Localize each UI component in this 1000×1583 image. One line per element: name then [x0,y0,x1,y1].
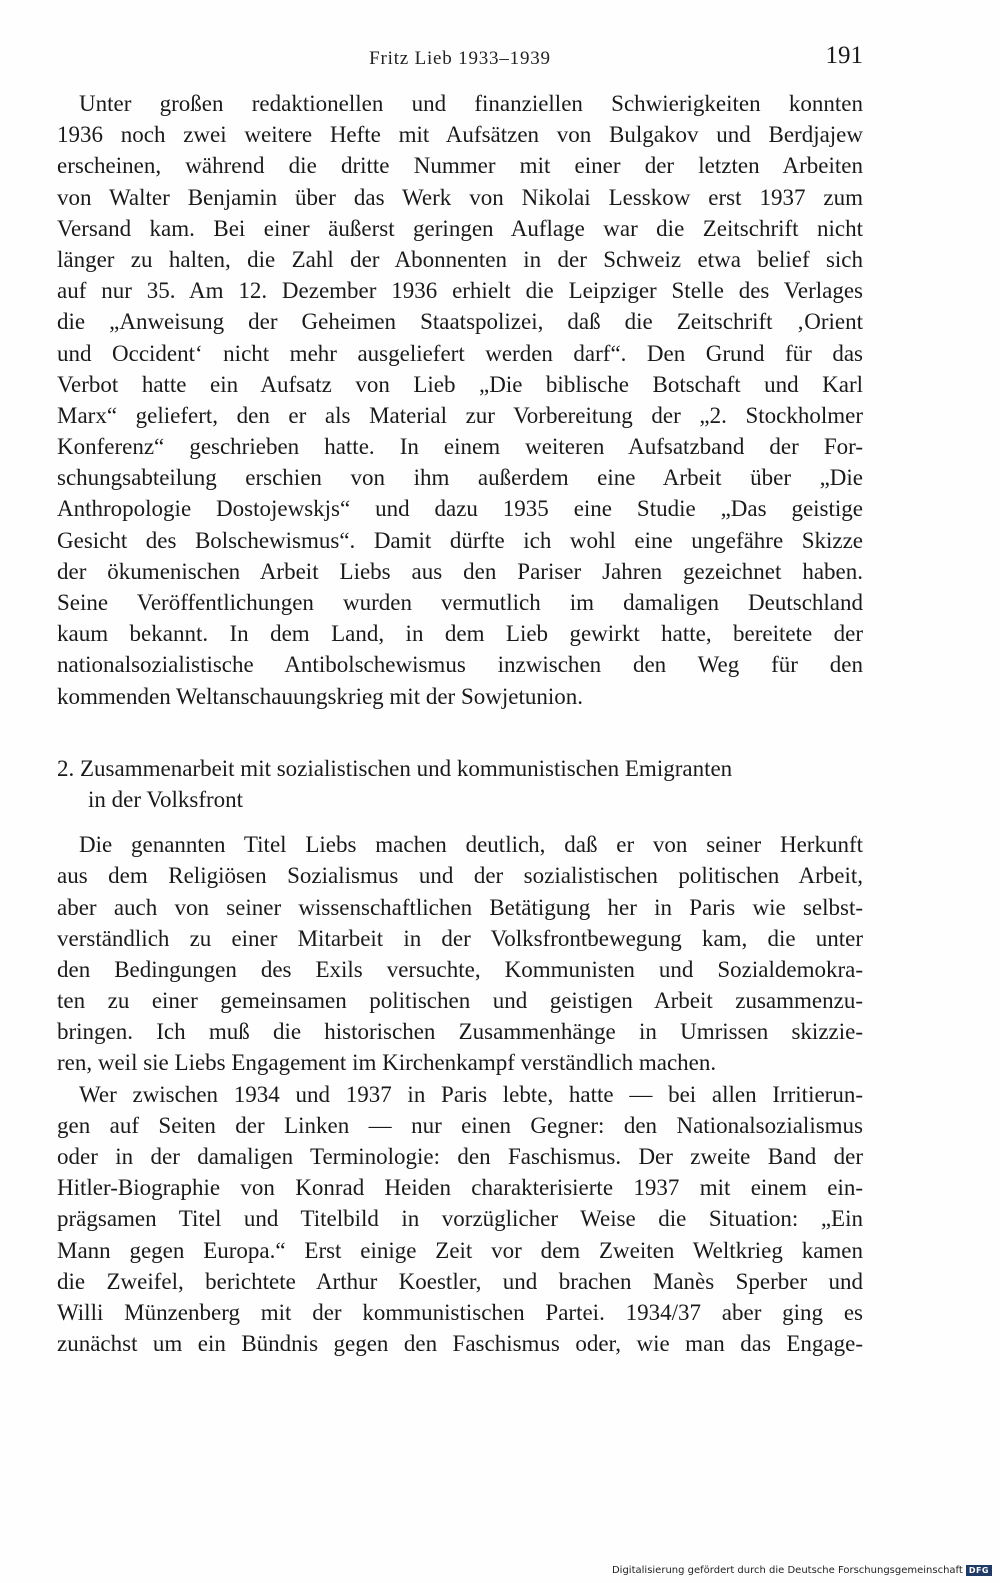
text-line: kaum bekannt. In dem Land, in dem Lieb gewirkt hatte, bereitete der [57,621,863,647]
section-spacer [57,712,863,753]
paragraph-1 [57,88,863,712]
text-line: prägsamen Titel und Titelbild in vorzüglicher Weise die Situation: „Ein [57,1206,863,1232]
heading-line: 2. Zusammenarbeit mit sozialistischen und kommunistischen Emigranten [57,755,733,781]
text-line: Versand kam. Bei einer äußerst geringen Auflage war die Zeitschrift nicht [57,215,863,241]
text-line: ren, weil sie Liebs Engagement im Kirchenkampf verständlich machen. [57,1050,717,1076]
text-line: zunächst um ein Bündnis gegen den Faschismus oder, wie man das Engage- [57,1331,863,1357]
dfg-logo-icon: DFG [966,1565,992,1576]
text-line: die „Anweisung der Geheimen Staatspolizei, daß die Zeitschrift ‚Orient [57,309,863,335]
text-line: erscheinen, während die dritte Nummer mit einer der letzten Arbeiten [57,153,863,179]
text-line: gen auf Seiten der Linken — nur einen Gegner: den Nationalsozialismus [57,1112,863,1138]
credit-text: Digitalisierung gefördert durch die Deutsche Forschungsgemeinschaft [611,1564,963,1576]
text-line: länger zu halten, die Zahl der Abonnenten in der Schweiz etwa belief sich [57,246,863,272]
heading-line: in der Volksfront [88,786,244,812]
text-line: Seine Veröffentlichungen wurden vermutlich im damaligen Deutschland [57,590,863,615]
text-line: Willi Münzenberg mit der kommunistischen Partei. 1934/37 aber ging es [57,1299,863,1325]
section-heading [57,753,863,815]
text-line: den Bedingungen des Exils versuchte, Kommunisten und Sozialdemokra- [57,956,863,982]
running-title: Fritz Lieb 1933–1939 [369,48,551,69]
text-line: schungsabteilung erschien von ihm außerdem eine Arbeit über „Die [57,465,863,491]
digitization-credit [612,1563,992,1577]
text-line: von Walter Benjamin über das Werk von Nikolai Lesskow erst 1937 zum [57,184,863,210]
text-line: und Occident‘ nicht mehr ausgeliefert werden darf“. Den Grund für das [57,340,863,366]
text-line: Mann gegen Europa.“ Erst einige Zeit vor dem Zweiten Weltkrieg kamen [57,1237,863,1263]
text-line: nationalsozialistische Antibolschewismus inzwischen den Weg für den [57,652,863,678]
page-number: 191 [825,42,863,69]
paragraph-2 [57,829,863,1079]
text-line: 1936 noch zwei weitere Hefte mit Aufsätzen von Bulgakov und Berdjajew [57,122,863,148]
text-line: kommenden Weltanschauungskrieg mit der Sowjetunion. [57,683,583,709]
text-line: oder in der damaligen Terminologie: den Faschismus. Der zweite Band der [57,1144,863,1169]
text-line: Verbot hatte ein Aufsatz von Lieb „Die biblische Botschaft und Karl [57,371,863,397]
text-line: Hitler-Biographie von Konrad Heiden charakterisierte 1937 mit einem ein- [57,1175,863,1201]
text-line: Wer zwischen 1934 und 1937 in Paris lebte, hatte — bei allen Irritierun- [79,1081,863,1107]
text-line: der ökumenischen Arbeit Liebs aus den Pariser Jahren gezeichnet haben. [57,558,863,584]
text-line: verständlich zu einer Mitarbeit in der Volksfrontbewegung kam, die unter [57,925,863,951]
text-line: aber auch von seiner wissenschaftlichen Betätigung her in Paris wie selbst- [57,894,863,920]
text-line: aus dem Religiösen Sozialismus und der sozialistischen politischen Arbeit, [57,863,863,889]
text-line: ten zu einer gemeinsamen politischen und geistigen Arbeit zusammenzu- [57,988,863,1014]
text-line: Marx“ geliefert, den er als Material zur Vorbereitung der „2. Stockholmer [57,402,863,428]
text-line: bringen. Ich muß die historischen Zusammenhänge in Umrissen skizzie- [57,1019,863,1045]
text-line: die Zweifel, berichtete Arthur Koestler, und brachen Manès Sperber und [57,1268,863,1294]
text-line: auf nur 35. Am 12. Dezember 1936 erhielt die Leipziger Stelle des Verlages [57,278,863,304]
text-line: Konferenz“ geschrieben hatte. In einem weiteren Aufsatzband der For- [57,434,863,460]
text-line: Gesicht des Bolschewismus“. Damit dürfte ich wohl eine ungefähre Skizze [57,527,863,553]
text-line: Anthropologie Dostojewskjs“ und dazu 1935 eine Studie „Das geistige [57,496,863,522]
running-header [57,40,863,80]
heading-spacer [57,815,863,829]
text-line: Die genannten Titel Liebs machen deutlich, daß er von seiner Herkunft [79,832,863,858]
paragraph-3 [57,1079,863,1360]
text-line: Unter großen redaktionellen und finanziellen Schwierigkeiten konnten [79,91,863,116]
page-body [57,88,863,1359]
